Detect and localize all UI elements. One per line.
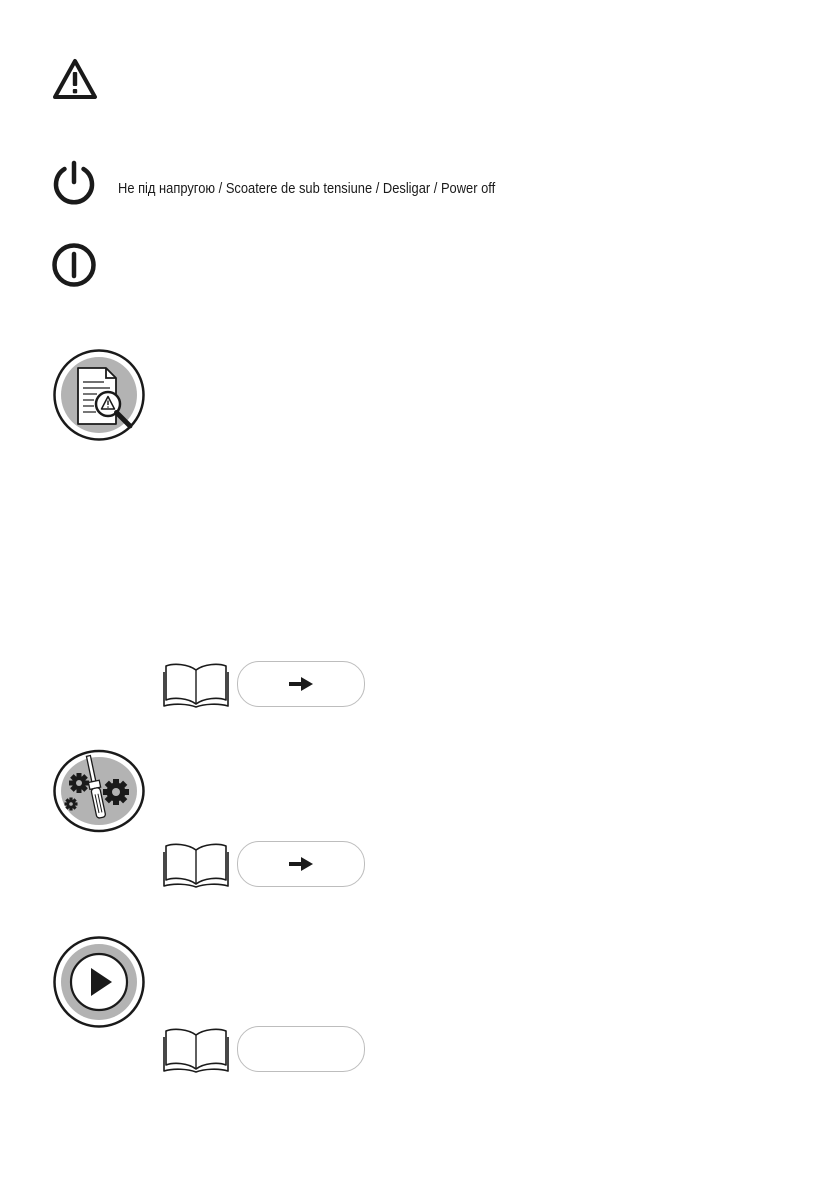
page-reference-pill <box>237 1026 365 1072</box>
open-book-icon <box>162 1025 230 1073</box>
right-arrow-icon <box>289 857 313 871</box>
open-book-icon <box>162 660 230 708</box>
open-book-icon <box>162 840 230 888</box>
power-on-icon <box>51 242 97 288</box>
power-off-label: Не під напругою / Scoatere de sub tensiune / Desligar / Power off <box>118 180 496 197</box>
power-off-icon <box>50 159 98 207</box>
gears-screwdriver-icon <box>52 749 146 833</box>
warning-triangle-icon <box>52 58 98 100</box>
right-arrow-icon <box>289 677 313 691</box>
document-warning-icon <box>52 348 146 442</box>
page-reference-pill <box>237 661 365 707</box>
play-icon <box>52 935 146 1029</box>
page-reference-pill <box>237 841 365 887</box>
